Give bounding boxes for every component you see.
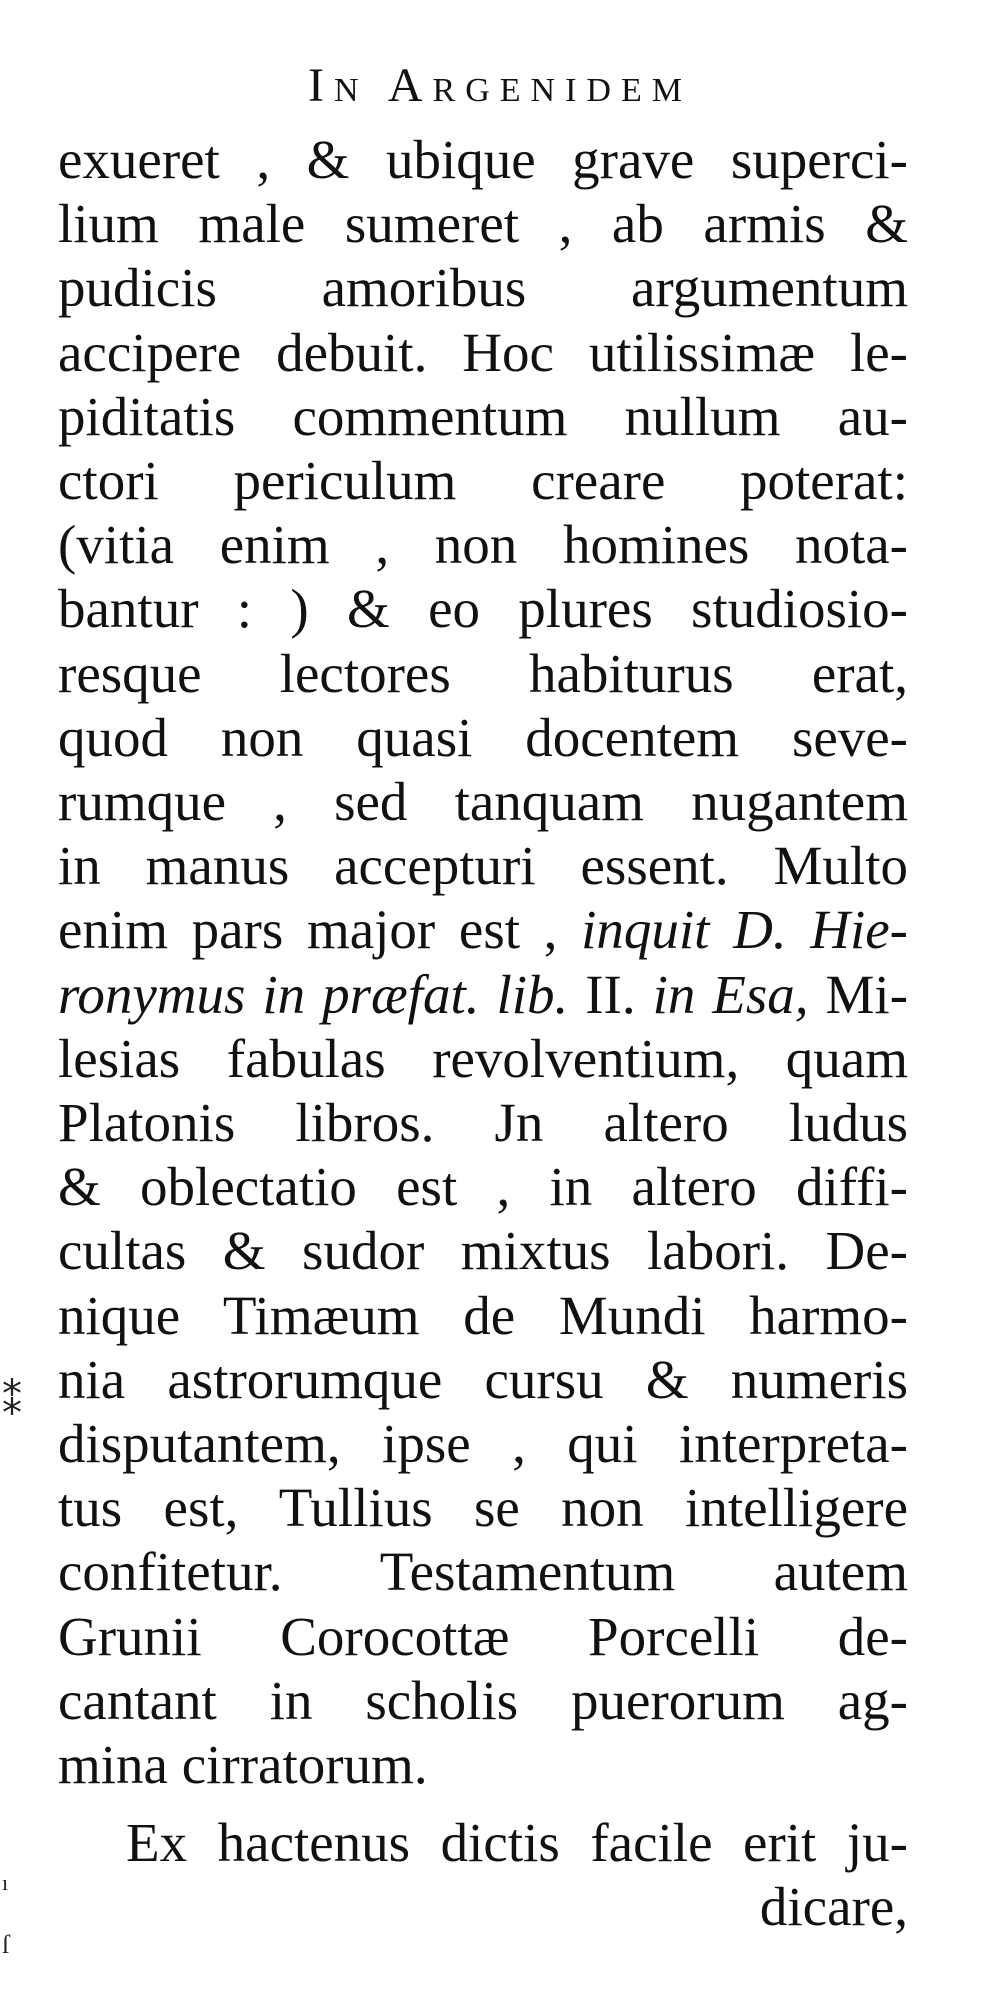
text-line (58, 1733, 908, 1797)
text-segment: nique Timæum de Mundi harmo- (58, 1284, 908, 1346)
margin-mark: ſ (2, 1930, 10, 1959)
text-segment: rumque , sed tanquam nugantem (58, 771, 908, 833)
text-segment: enim pars major est , (58, 899, 582, 961)
text-line (58, 577, 908, 641)
text-line (58, 321, 908, 385)
text-line (58, 1669, 908, 1733)
text-segment: Platonis libros. Jn altero ludus (58, 1092, 908, 1154)
text-segment: piditatis commentum nullum au- (58, 385, 908, 447)
italic-text: ronymus in præfat. lib. (58, 963, 569, 1025)
text-segment: in manus accepturi essent. Multo (58, 835, 908, 897)
text-segment: nia astrorumque cursu & numeris (58, 1348, 908, 1410)
text-line (58, 898, 908, 962)
text-segment: (vitia enim , non homines nota- (58, 514, 908, 576)
text-segment: & oblectatio est , in altero diffi- (58, 1156, 908, 1218)
text-line (58, 1348, 908, 1412)
text-line (58, 385, 908, 449)
catchword: dicare, (759, 1876, 908, 1938)
text-segment: cultas & sudor mixtus labori. De- (58, 1220, 908, 1282)
text-segment: quod non quasi docentem seve- (58, 706, 908, 768)
text-line (58, 642, 908, 706)
text-segment: ctori periculum creare poterat: (58, 450, 908, 512)
text-segment: Ex hactenus dictis facile erit ju- (126, 1812, 908, 1874)
body-text (58, 128, 908, 1940)
text-line (58, 1091, 908, 1155)
text-segment: Mi- (808, 963, 909, 1025)
text-segment: pudicis amoribus argumentum (58, 257, 908, 319)
text-segment: mina cirratorum. (58, 1734, 428, 1796)
text-line (58, 770, 908, 834)
text-line (58, 449, 908, 513)
text-segment: exueret , & ubique grave superci- (58, 129, 908, 190)
text-segment: cantant in scholis puerorum ag- (58, 1669, 908, 1731)
text-segment: tus est, Tullius se non intelligere (58, 1477, 908, 1539)
text-segment: confitetur. Testamentum autem (58, 1541, 908, 1603)
text-line (58, 1811, 908, 1875)
text-line (58, 1155, 908, 1219)
text-segment: bantur : ) & eo plures studiosio- (58, 578, 908, 640)
text-line (58, 1284, 908, 1348)
margin-ornament: ⁑ (2, 1379, 22, 1424)
text-line (58, 1219, 908, 1283)
text-line (58, 1412, 908, 1476)
text-line (58, 513, 908, 577)
text-line (58, 706, 908, 770)
italic-text: in Esa, (652, 963, 809, 1025)
paragraph-1 (58, 128, 908, 1797)
text-segment: resque lectores habiturus erat, (58, 642, 908, 704)
paragraph-2 (58, 1811, 908, 1875)
text-line (58, 1605, 908, 1669)
text-line (58, 1540, 908, 1604)
margin-mark: ı (2, 1870, 9, 1895)
text-line (58, 834, 908, 898)
text-segment: II. (568, 963, 653, 1025)
italic-text: inquit D. Hie- (581, 899, 908, 961)
text-segment: accipere debuit. Hoc utilissimæ le- (58, 321, 908, 383)
text-line (58, 128, 908, 192)
text-line (58, 192, 908, 256)
text-line (58, 963, 908, 1027)
text-line (58, 256, 908, 320)
text-segment: Grunii Corocottæ Porcelli de- (58, 1605, 908, 1667)
text-segment: disputantem, ipse , qui interpreta- (58, 1413, 908, 1475)
running-head: In Argenidem (308, 59, 692, 112)
text-segment: lesias fabulas revolventium, quam (58, 1027, 908, 1089)
text-line (58, 1476, 908, 1540)
text-segment: lium male sumeret , ab armis & (58, 193, 908, 255)
text-line (58, 1027, 908, 1091)
